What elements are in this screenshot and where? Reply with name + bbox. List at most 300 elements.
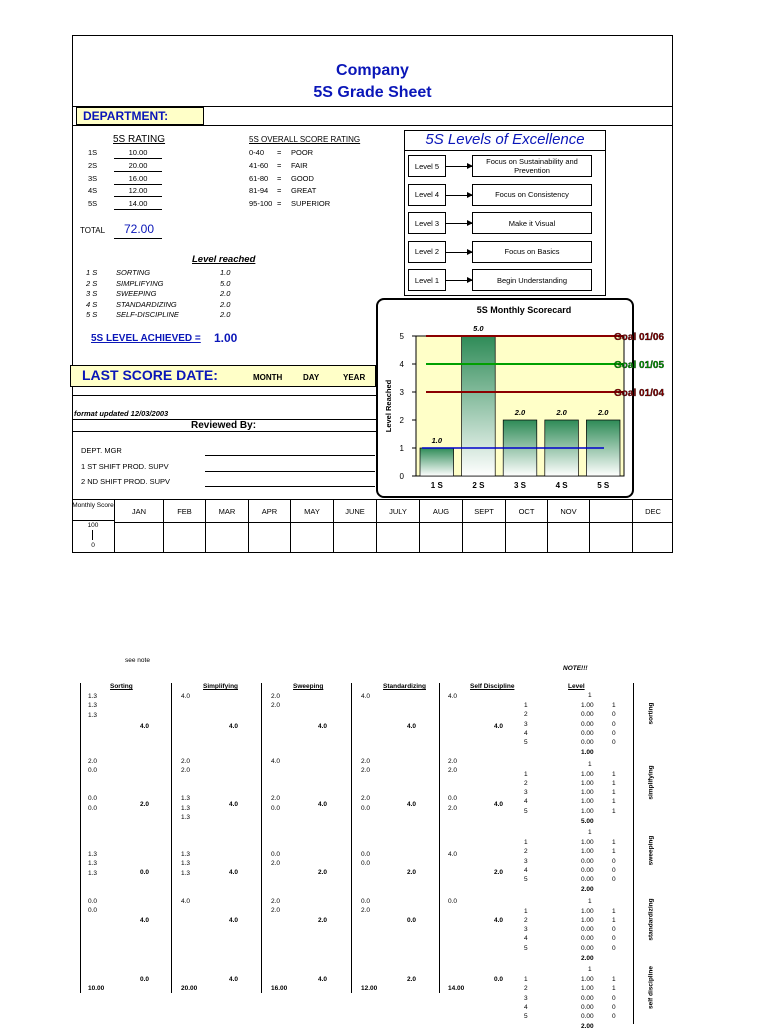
level-row-flag: 0 bbox=[612, 1003, 616, 1011]
level-seq: 1 bbox=[588, 692, 592, 699]
worksheet-value bbox=[271, 841, 280, 850]
worksheet-value bbox=[88, 720, 97, 729]
worksheet-value bbox=[448, 831, 457, 840]
worksheet-divider bbox=[633, 683, 634, 1024]
department-field[interactable]: DEPARTMENT: bbox=[76, 107, 204, 125]
worksheet-value bbox=[181, 887, 190, 896]
worksheet-column bbox=[448, 692, 465, 992]
worksheet-value: 4.0 bbox=[271, 758, 281, 766]
level-row-value: 1.00 bbox=[581, 985, 594, 993]
level-seq: 1 bbox=[588, 829, 592, 836]
worksheet-value bbox=[88, 878, 97, 887]
month-cell[interactable] bbox=[589, 500, 632, 552]
worksheet-value bbox=[88, 776, 97, 785]
lr-name: SWEEPING bbox=[116, 289, 157, 299]
level-group-total: 2.00 bbox=[581, 954, 594, 962]
worksheet-value bbox=[88, 887, 97, 896]
level-row-flag: 0 bbox=[612, 739, 616, 747]
worksheet-sum: 2.0 bbox=[494, 869, 504, 876]
lr-value: 1.0 bbox=[220, 268, 231, 277]
level-row-value: 0.00 bbox=[581, 994, 594, 1002]
worksheet-sum: 4.0 bbox=[229, 917, 239, 924]
rating-row-label: 4S bbox=[88, 186, 98, 196]
x-tick-label: 1 S bbox=[430, 481, 443, 490]
bar-value-label: 1.0 bbox=[431, 436, 443, 445]
level-row-flag: 1 bbox=[612, 839, 616, 846]
worksheet-value bbox=[361, 887, 370, 896]
see-note: see note bbox=[125, 657, 150, 664]
monthly-score-label: Monthly Score bbox=[72, 502, 114, 509]
level-description: Focus on Consistency bbox=[472, 184, 592, 206]
worksheet-value bbox=[448, 720, 457, 729]
arrow-right-icon bbox=[446, 195, 472, 196]
worksheet-value bbox=[181, 785, 190, 794]
level-reached-title: Level reached bbox=[192, 254, 256, 265]
worksheet-value bbox=[181, 701, 190, 710]
worksheet-value: 0.0 bbox=[361, 804, 371, 812]
lr-value: 2.0 bbox=[220, 310, 231, 320]
worksheet-value bbox=[271, 869, 280, 878]
worksheet-value bbox=[181, 822, 190, 831]
scale-bottom: 0 bbox=[91, 542, 95, 549]
level-row-value: 0.00 bbox=[581, 711, 594, 719]
worksheet-value bbox=[448, 887, 457, 896]
worksheet-value bbox=[181, 748, 190, 757]
month-cell[interactable]: JUNE bbox=[333, 500, 376, 552]
total-value: 72.00 bbox=[124, 222, 155, 236]
worksheet-value: 0.0 bbox=[361, 851, 371, 859]
rating-row-value: 16.00 bbox=[128, 173, 148, 183]
worksheet-divider bbox=[351, 683, 352, 993]
worksheet-value: 4.0 bbox=[181, 693, 191, 700]
worksheet-value bbox=[88, 831, 97, 840]
worksheet-value bbox=[361, 924, 370, 933]
worksheet-value bbox=[271, 813, 280, 822]
lr-value: 2.0 bbox=[220, 289, 231, 299]
month-cell[interactable]: APR bbox=[248, 500, 290, 552]
signature-line bbox=[205, 471, 375, 472]
worksheet-value: 14.00 bbox=[448, 985, 465, 992]
level-row-index: 5 bbox=[524, 876, 528, 884]
worksheet-header: Simplifying bbox=[203, 683, 239, 690]
worksheet-divider bbox=[261, 683, 262, 993]
worksheet-column bbox=[181, 692, 198, 992]
worksheet-value bbox=[361, 748, 370, 757]
worksheet-sum: 4.0 bbox=[318, 801, 328, 808]
y-tick-label: 5 bbox=[399, 332, 404, 341]
worksheet-value bbox=[361, 915, 370, 924]
level-group-name: sweeping bbox=[647, 835, 655, 866]
worksheet-divider bbox=[171, 683, 172, 993]
worksheet-value bbox=[271, 738, 280, 747]
level-row-index: 3 bbox=[524, 994, 528, 1002]
worksheet-column bbox=[271, 692, 288, 992]
overall-title: 5S OVERALL SCORE RATING bbox=[249, 135, 361, 144]
overall-dash: = bbox=[277, 199, 282, 209]
lr-name: STANDARDIZING bbox=[116, 299, 177, 309]
worksheet-value: 2.0 bbox=[271, 897, 281, 905]
level-seq: 1 bbox=[588, 760, 592, 768]
worksheet-value: 2.0 bbox=[361, 767, 371, 775]
level-row-value: 1.00 bbox=[581, 916, 594, 924]
level-description: Begin Understanding bbox=[472, 269, 592, 291]
month-cell[interactable]: FEB bbox=[163, 500, 205, 552]
x-tick-label: 2 S bbox=[472, 481, 485, 490]
worksheet-value: 1.3 bbox=[181, 860, 191, 868]
worksheet-value bbox=[361, 878, 370, 887]
worksheet-value: 4.0 bbox=[181, 897, 191, 905]
overall-rating: GOOD bbox=[291, 173, 314, 183]
level-description: Focus on Basics bbox=[472, 241, 592, 263]
level-row-value: 0.00 bbox=[581, 857, 594, 865]
level-group-total: 1.00 bbox=[581, 749, 594, 756]
level-row-flag: 1 bbox=[612, 779, 616, 787]
rating-row-value: 12.00 bbox=[128, 186, 148, 196]
worksheet-value bbox=[361, 841, 370, 850]
worksheet-sum: 4.0 bbox=[229, 976, 239, 983]
overall-range: 61-80 bbox=[249, 173, 269, 183]
lr-s-label: 3 S bbox=[86, 289, 98, 299]
level-row-flag: 0 bbox=[612, 857, 616, 865]
level-row-value: 1.00 bbox=[581, 848, 594, 856]
x-tick-label: 5 S bbox=[597, 481, 610, 490]
worksheet-value bbox=[181, 906, 190, 915]
level-row-flag: 0 bbox=[612, 876, 616, 884]
worksheet-value: 0.0 bbox=[88, 906, 98, 914]
rating-row-label: 5S bbox=[88, 199, 98, 209]
month-cell[interactable]: OCT bbox=[505, 500, 547, 552]
worksheet-value bbox=[88, 915, 97, 924]
y-tick-label: 3 bbox=[399, 388, 404, 397]
worksheet-value: 20.00 bbox=[181, 985, 198, 992]
worksheet-value bbox=[181, 720, 190, 729]
rating-row-underline bbox=[114, 158, 162, 159]
lr-value: 5.0 bbox=[220, 278, 231, 288]
level-achieved-label: 5S LEVEL ACHIEVED = bbox=[91, 333, 201, 344]
worksheet-value bbox=[88, 813, 97, 822]
levels-title: 5S Levels of Excellence bbox=[425, 131, 585, 148]
level-row-flag: 1 bbox=[612, 985, 616, 993]
worksheet-value: 1.3 bbox=[88, 851, 98, 859]
worksheet-header: Sweeping bbox=[293, 683, 324, 690]
level-row-value: 0.00 bbox=[581, 944, 594, 952]
format-note: format updated 12/03/2003 bbox=[74, 409, 169, 418]
year-field[interactable]: YEAR bbox=[343, 373, 366, 382]
rating-row-underline bbox=[114, 184, 162, 185]
level-row-flag: 1 bbox=[612, 848, 616, 856]
worksheet-sum: 2.0 bbox=[318, 869, 328, 876]
level-row-index: 4 bbox=[524, 1003, 528, 1011]
level-row-flag: 1 bbox=[612, 798, 616, 806]
lr-name: SELF-DISCIPLINE bbox=[116, 310, 179, 320]
worksheet-value: 0.0 bbox=[448, 897, 458, 905]
worksheet-sum: 4.0 bbox=[318, 723, 328, 730]
worksheet-value bbox=[361, 785, 370, 794]
worksheet-sum: 2.0 bbox=[407, 976, 417, 983]
level-row-index: 4 bbox=[524, 798, 528, 806]
worksheet-value bbox=[181, 729, 190, 738]
worksheet-value bbox=[271, 720, 280, 729]
y-tick-label: 0 bbox=[399, 472, 404, 481]
level-row-value: 0.00 bbox=[581, 866, 594, 874]
y-tick-label: 4 bbox=[399, 360, 404, 369]
x-tick-label: 4 S bbox=[555, 481, 568, 490]
worksheet-value: 2.0 bbox=[271, 693, 281, 700]
worksheet-value: 1.3 bbox=[88, 869, 98, 877]
overall-dash: = bbox=[277, 148, 282, 157]
worksheet-value bbox=[448, 822, 457, 831]
level-row-value: 0.00 bbox=[581, 739, 594, 747]
worksheet-value: 1.3 bbox=[88, 860, 98, 868]
worksheet-sum: 0.0 bbox=[140, 976, 150, 983]
level-row-flag: 0 bbox=[612, 1013, 616, 1021]
bar-value-label: 2.0 bbox=[514, 408, 526, 417]
worksheet-value bbox=[448, 776, 457, 785]
month-cell[interactable]: MAY bbox=[290, 500, 333, 552]
level-row-index: 1 bbox=[524, 839, 528, 846]
worksheet-value bbox=[448, 785, 457, 794]
worksheet-value: 2.0 bbox=[181, 758, 191, 766]
month-field[interactable]: MONTH bbox=[253, 373, 283, 382]
level-achieved-value: 1.00 bbox=[214, 331, 238, 345]
level-row-flag: 0 bbox=[612, 720, 616, 728]
level-group-total: 2.00 bbox=[581, 886, 594, 893]
level-group-name: standardizing bbox=[647, 897, 655, 941]
worksheet-value bbox=[448, 915, 457, 924]
overall-dash: = bbox=[277, 186, 282, 196]
signature-line bbox=[205, 455, 375, 456]
worksheet-value bbox=[271, 729, 280, 738]
worksheet-sum: 4.0 bbox=[229, 723, 239, 730]
lr-s-label: 1 S bbox=[86, 268, 98, 277]
level-row-value: 1.00 bbox=[581, 798, 594, 806]
level-seq: 1 bbox=[588, 897, 592, 905]
overall-rating: FAIR bbox=[291, 160, 308, 170]
worksheet-value bbox=[88, 729, 97, 738]
worksheet-sum: 0.0 bbox=[407, 917, 417, 924]
total-underline bbox=[114, 238, 162, 239]
reviewer-label: 2 ND SHIFT PROD. SUPV bbox=[81, 477, 171, 486]
level-row-index: 5 bbox=[524, 944, 528, 952]
level-row-value: 1.00 bbox=[581, 907, 594, 915]
divider bbox=[72, 125, 673, 126]
chart-title: 5S Monthly Scorecard bbox=[476, 305, 572, 315]
level-row-index: 3 bbox=[524, 720, 528, 728]
month-cell[interactable]: SEPT bbox=[462, 500, 505, 552]
level-description: Focus on Sustainability and Prevention bbox=[472, 155, 592, 177]
overall-range: 95-100 bbox=[249, 199, 273, 209]
level-row-value: 1.00 bbox=[581, 779, 594, 787]
reviewer-label: DEPT. MGR bbox=[81, 446, 122, 455]
month-cell[interactable]: JULY bbox=[376, 500, 419, 552]
rating-row-underline bbox=[114, 171, 162, 172]
worksheet-value: 1.3 bbox=[88, 702, 98, 710]
level-row-value: 1.00 bbox=[581, 976, 594, 983]
level-row-index: 3 bbox=[524, 857, 528, 865]
worksheet-value bbox=[271, 748, 280, 757]
overall-rating: SUPERIOR bbox=[291, 199, 331, 209]
level-row-flag: 1 bbox=[612, 976, 616, 983]
worksheet-value: 2.0 bbox=[271, 860, 281, 868]
worksheet-value: 0.0 bbox=[271, 804, 281, 812]
worksheet-value bbox=[448, 711, 457, 720]
level-row-flag: 1 bbox=[612, 807, 616, 815]
level-row-value: 0.00 bbox=[581, 729, 594, 737]
rating-row-label: 3S bbox=[88, 173, 98, 183]
worksheet-value bbox=[448, 813, 457, 822]
worksheet-value: 2.0 bbox=[271, 702, 281, 710]
month-cell[interactable]: JAN bbox=[114, 500, 163, 552]
worksheet-value bbox=[271, 831, 280, 840]
level-row-value: 0.00 bbox=[581, 1013, 594, 1021]
level-row-index: 2 bbox=[524, 985, 528, 993]
worksheet-value bbox=[448, 906, 457, 915]
overall-range: 81-94 bbox=[249, 186, 269, 196]
worksheet-value bbox=[361, 822, 370, 831]
level-group-name: self discipline bbox=[647, 966, 655, 1009]
reviewer-label: 1 ST SHIFT PROD. SUPV bbox=[81, 461, 169, 471]
worksheet-value bbox=[448, 841, 457, 850]
month-cell[interactable]: NOV bbox=[547, 500, 589, 552]
overall-dash: = bbox=[277, 160, 282, 170]
worksheet-sum: 4.0 bbox=[229, 869, 239, 876]
worksheet-value bbox=[448, 748, 457, 757]
worksheet-value bbox=[88, 748, 97, 757]
worksheet-sum: 4.0 bbox=[494, 801, 504, 808]
worksheet-value: 1.3 bbox=[88, 693, 98, 700]
arrow-right-icon bbox=[446, 223, 472, 224]
divider bbox=[72, 431, 376, 432]
level-box: Level 1 bbox=[408, 269, 446, 291]
worksheet-sum: 4.0 bbox=[494, 917, 504, 924]
month-cell[interactable]: DEC bbox=[632, 500, 673, 552]
level-row-flag: 1 bbox=[612, 770, 616, 778]
level-row-value: 0.00 bbox=[581, 876, 594, 884]
worksheet-sum: 4.0 bbox=[494, 723, 504, 730]
monthly-scorecard-chart bbox=[376, 298, 666, 498]
worksheet-value: 1.3 bbox=[181, 869, 191, 877]
month-cell[interactable]: AUG bbox=[419, 500, 462, 552]
worksheet-sum: 2.0 bbox=[318, 917, 328, 924]
worksheet-value bbox=[271, 924, 280, 933]
worksheet-value bbox=[448, 878, 457, 887]
rating-row-value: 20.00 bbox=[128, 160, 148, 170]
level-row-flag: 0 bbox=[612, 729, 616, 737]
worksheet-value bbox=[88, 785, 97, 794]
level-box: Level 2 bbox=[408, 241, 446, 263]
worksheet-value: 4.0 bbox=[361, 693, 371, 700]
worksheet-value: 2.0 bbox=[448, 758, 458, 766]
level-row-flag: 0 bbox=[612, 935, 616, 943]
worksheet-sum: 4.0 bbox=[140, 723, 150, 730]
worksheet-value bbox=[271, 766, 280, 775]
worksheet-sum: 4.0 bbox=[407, 723, 417, 730]
worksheet-value: 2.0 bbox=[448, 767, 458, 775]
scale-top: 100 bbox=[87, 522, 99, 529]
level-header: Level bbox=[568, 683, 585, 690]
worksheet-value bbox=[361, 720, 370, 729]
level-description: Make it Visual bbox=[472, 212, 592, 234]
worksheet-value bbox=[448, 729, 457, 738]
worksheet-value bbox=[271, 785, 280, 794]
level-row-index: 5 bbox=[524, 739, 528, 747]
worksheet-value: 2.0 bbox=[181, 767, 191, 775]
month-cell[interactable]: MAR bbox=[205, 500, 248, 552]
arrow-right-icon bbox=[446, 280, 472, 281]
worksheet-sum: 2.0 bbox=[140, 801, 150, 808]
bar-value-label: 2.0 bbox=[597, 408, 609, 417]
worksheet-sum: 4.0 bbox=[140, 917, 150, 924]
worksheet-value: 1.3 bbox=[181, 851, 191, 859]
divider bbox=[72, 419, 376, 420]
rating-row-value: 14.00 bbox=[128, 199, 148, 209]
worksheet-sum: 2.0 bbox=[407, 869, 417, 876]
worksheet-value bbox=[88, 924, 97, 933]
worksheet-sum: 0.0 bbox=[140, 869, 150, 876]
worksheet-value bbox=[361, 701, 370, 710]
lr-name: SIMPLIFYING bbox=[116, 278, 164, 288]
worksheet-value bbox=[271, 711, 280, 720]
level-row-index: 4 bbox=[524, 866, 528, 874]
worksheet-value: 1.3 bbox=[181, 795, 191, 803]
worksheet-value: 0.0 bbox=[88, 804, 98, 812]
level-row-index: 4 bbox=[524, 935, 528, 943]
level-group-name: sorting bbox=[647, 702, 655, 725]
day-field[interactable]: DAY bbox=[303, 373, 320, 382]
worksheet-value bbox=[361, 711, 370, 720]
level-row-flag: 0 bbox=[612, 926, 616, 934]
worksheet-value bbox=[448, 701, 457, 710]
total-label: TOTAL bbox=[80, 226, 106, 235]
level-row-index: 1 bbox=[524, 907, 528, 915]
bar bbox=[420, 448, 454, 476]
worksheet-value bbox=[361, 776, 370, 785]
arrow-right-icon bbox=[446, 252, 472, 253]
level-group-name: simplifying bbox=[647, 764, 655, 800]
worksheet-value bbox=[181, 831, 190, 840]
overall-dash: = bbox=[277, 173, 282, 183]
level-row-index: 4 bbox=[524, 729, 528, 737]
worksheet-value: 0.0 bbox=[361, 860, 371, 868]
worksheet-value: 12.00 bbox=[361, 985, 378, 992]
rating-row-underline bbox=[114, 209, 162, 210]
level-row-value: 0.00 bbox=[581, 935, 594, 943]
worksheet-value bbox=[181, 915, 190, 924]
level-row-index: 3 bbox=[524, 789, 528, 797]
worksheet-divider bbox=[80, 683, 81, 993]
level-row-value: 1.00 bbox=[581, 789, 594, 797]
rating-row-label: 2S bbox=[88, 160, 98, 170]
worksheet-value: 0.0 bbox=[271, 851, 281, 859]
worksheet-value bbox=[271, 915, 280, 924]
worksheet-value: 2.0 bbox=[361, 795, 371, 803]
worksheet-header: Standardizing bbox=[383, 683, 426, 690]
worksheet-value bbox=[448, 869, 457, 878]
level-row-flag: 1 bbox=[612, 916, 616, 924]
level-row-value: 0.00 bbox=[581, 720, 594, 728]
worksheet-sum: 0.0 bbox=[494, 976, 504, 983]
level-row-index: 2 bbox=[524, 779, 528, 787]
y-tick-label: 2 bbox=[399, 416, 404, 425]
level-box: Level 4 bbox=[408, 184, 446, 206]
worksheet-value: 10.00 bbox=[88, 985, 105, 992]
level-row-index: 1 bbox=[524, 976, 528, 983]
worksheet-value: 1.3 bbox=[88, 711, 98, 719]
worksheet-value bbox=[271, 822, 280, 831]
worksheet-value bbox=[88, 841, 97, 850]
worksheet-column bbox=[361, 692, 378, 992]
lr-s-label: 2 S bbox=[86, 278, 98, 288]
